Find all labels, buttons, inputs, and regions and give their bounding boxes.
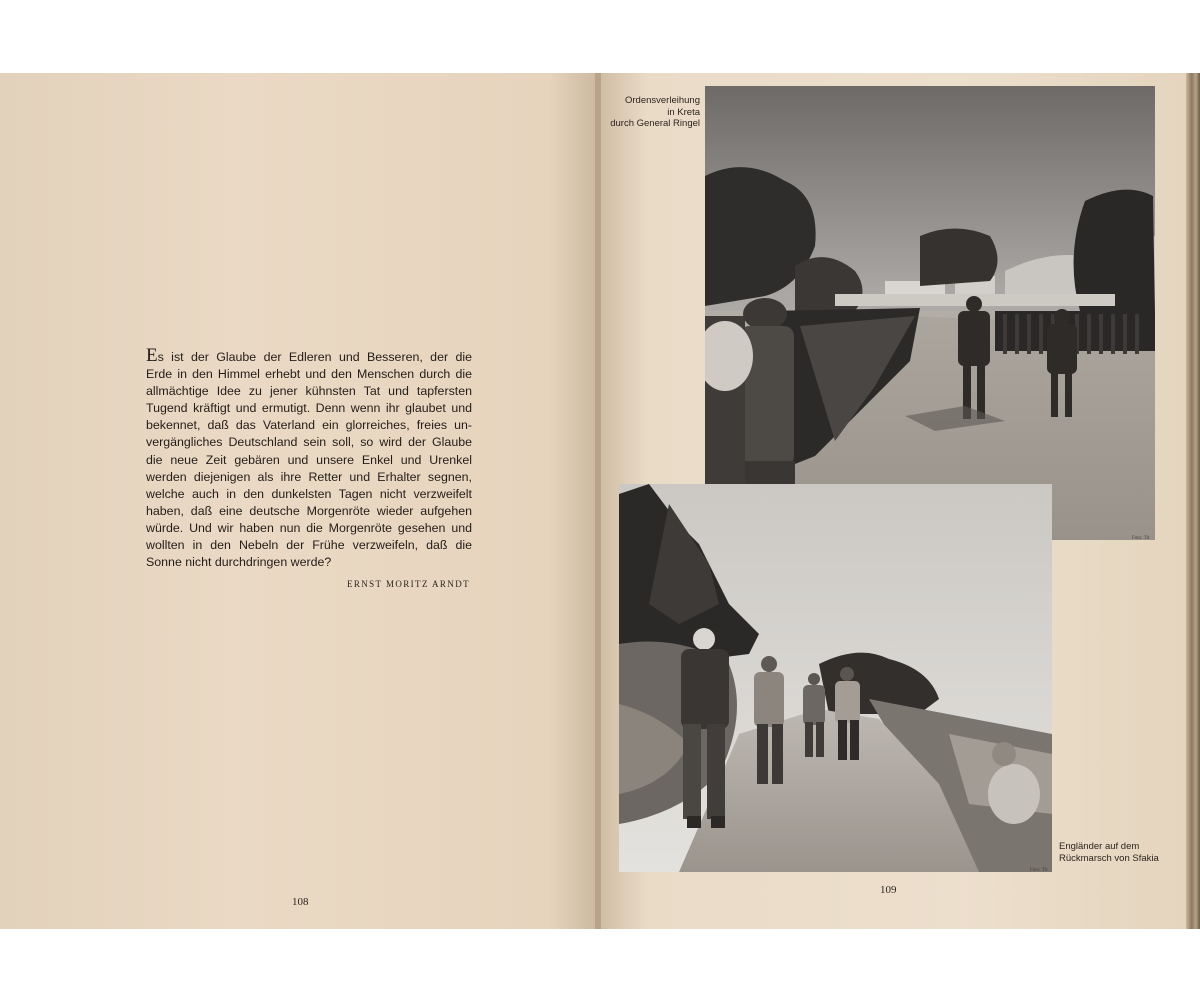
quote-line: Erde in den Himmel erhebt und den Menschen durch die <box>146 367 472 382</box>
quote-line: welche auch in den dunkelsten Tagen nicht verzweifelt <box>146 486 472 501</box>
page-edge <box>1186 73 1200 929</box>
photo-credit-bottom: Foto: Tit <box>1030 868 1048 873</box>
caption-ordensverleihung <box>600 95 700 130</box>
book-gutter <box>595 73 601 929</box>
caption-line: Rückmarsch von Sfakia <box>1059 852 1159 864</box>
caption-line: Ordensverleihung <box>625 95 700 106</box>
caption-line: in Kreta <box>667 106 700 118</box>
quote-line <box>146 347 472 366</box>
quote-line: allmächtige Idee zu jener kühnsten Tat und tapfersten <box>146 384 472 399</box>
quote-line: die neue Zeit gebären und unsere Enkel und Urenkel <box>146 452 472 467</box>
dropcap: E <box>146 345 158 366</box>
caption-line: Engländer auf dem <box>1059 841 1140 852</box>
quote-line: Sonne nicht durchdringen werde? <box>146 555 332 570</box>
quote-line-text: s ist der Glaube der Edleren und Besseren, der die <box>157 350 472 364</box>
page-number-right: 109 <box>880 884 897 896</box>
quote-line: wollten in den Nebeln der Frühe verzweifeln, daß die <box>146 538 472 553</box>
photo-ceremony <box>705 86 1155 540</box>
quote-line: würde. Und wir haben nun die Morgenröte gesehen und <box>146 520 472 535</box>
quote-line: werden diejenigen als ihre Retter und Erhalter segnen, <box>146 469 472 484</box>
quote-line: vergängliches Deutschland sein soll, so wird der Glaube <box>146 435 472 450</box>
photo-credit-top: Foto: Tit <box>1132 536 1150 541</box>
caption-englaender <box>1059 841 1169 864</box>
caption-line: durch General Ringel <box>610 118 700 129</box>
quote-line: bekennet, daß das Vaterland ein glorreiches, freies un- <box>146 418 472 433</box>
author-name: ERNST MORITZ ARNDT <box>346 579 470 589</box>
photo-retreat <box>619 484 1052 872</box>
quote-line: haben, daß eine deutsche Morgenröte wieder aufgehen <box>146 503 472 518</box>
quote-line: Tugend kräftigt und ermutigt. Denn wenn ihr glaubet und <box>146 401 472 416</box>
page-number-left: 108 <box>292 896 309 908</box>
arndt-quote <box>146 347 472 571</box>
